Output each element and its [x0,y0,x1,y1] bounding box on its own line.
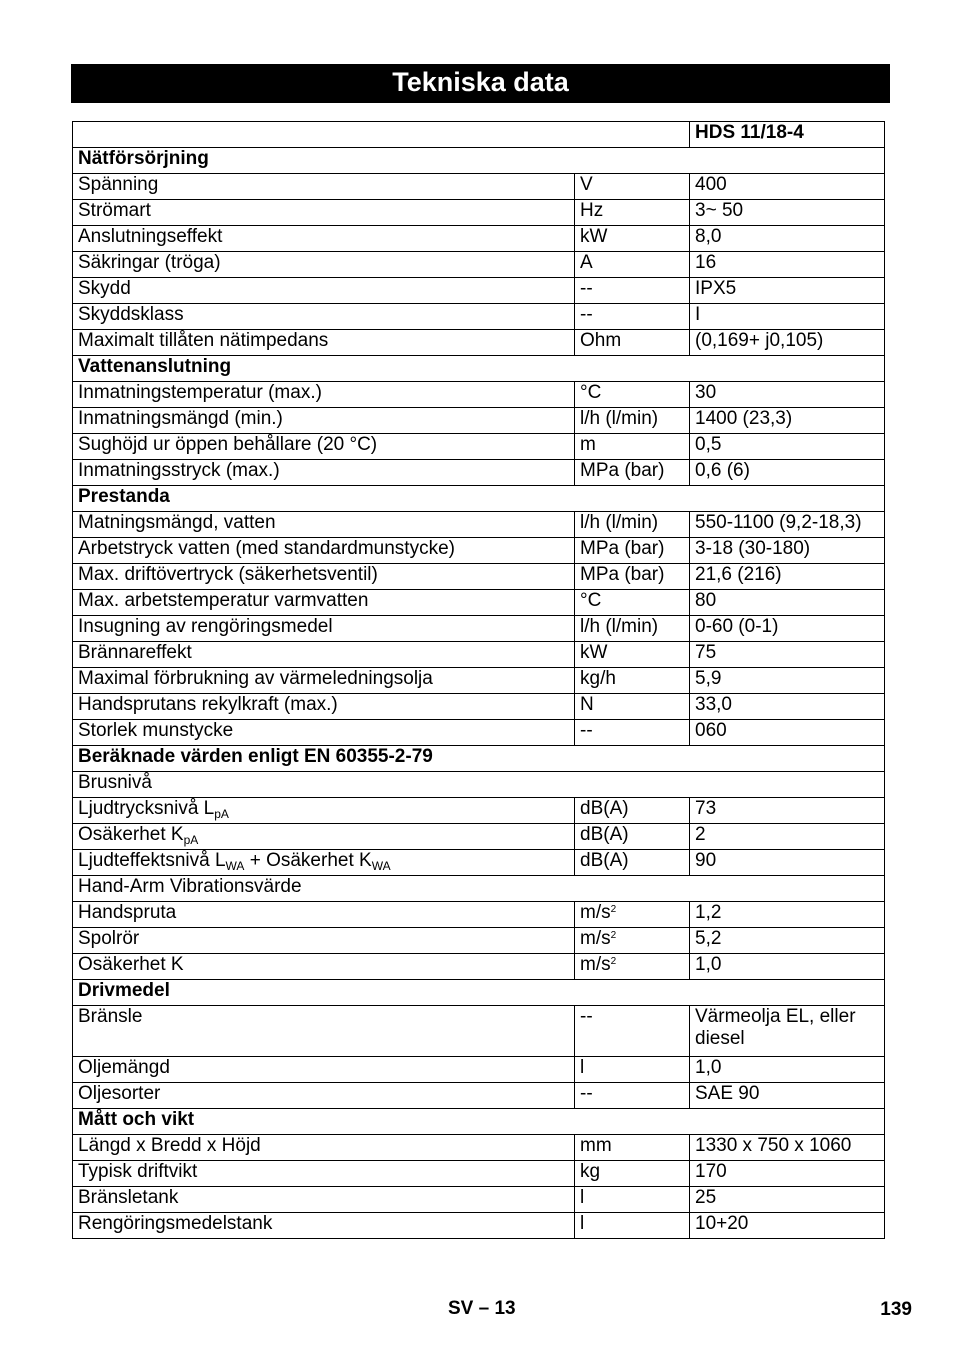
table-row [73,512,885,538]
parameter-label: Längd x Bredd x Höjd [78,1135,261,1156]
unit-label: V [580,174,593,195]
table-row [73,1057,885,1083]
unit-cell [575,1161,690,1187]
table-row [73,408,885,434]
parameter-label: Spolrör [78,928,140,949]
value-cell: 10+20 [690,1213,885,1239]
table-row [73,720,885,746]
unit-cell [575,278,690,304]
unit-label: A [580,252,593,273]
unit-label: l [580,1213,585,1234]
parameter-cell [73,226,575,252]
unit-cell [575,798,690,824]
parameter-subscript: WA [225,859,245,873]
unit-cell [575,590,690,616]
value-cell: 1400 (23,3) [690,408,885,434]
parameter-cell [73,434,575,460]
unit-cell [575,616,690,642]
value-cell: 0-60 (0-1) [690,616,885,642]
value-cell: 550-1100 (9,2-18,3) [690,512,885,538]
section-title: Drivmedel [73,980,885,1006]
unit-label: kW [580,642,608,663]
table-header-row [73,122,885,148]
parameter-cell [73,174,575,200]
page-title-banner [71,64,890,103]
parameter-label: Handsprutans rekylkraft (max.) [78,694,338,715]
unit-label: -- [580,278,593,299]
value-cell: 0,5 [690,434,885,460]
parameter-label: Inmatningsmängd (min.) [78,408,283,429]
parameter-cell [73,694,575,720]
unit-cell [575,252,690,278]
table-row [73,1187,885,1213]
section-header-row [73,746,885,772]
unit-cell [575,1213,690,1239]
section-title: Mått och vikt [73,1109,885,1135]
unit-label: MPa (bar) [580,460,665,481]
parameter-cell [73,538,575,564]
unit-cell [575,1057,690,1083]
unit-cell [575,512,690,538]
parameter-label-cont: + Osäkerhet K [244,850,372,871]
unit-label: l/h (l/min) [580,408,659,429]
parameter-label: Sughöjd ur öppen behållare (20 °C) [78,434,378,455]
parameter-label: Matningsmängd, vatten [78,512,276,533]
table-row [73,1006,885,1057]
parameter-cell [73,928,575,954]
value-cell: SAE 90 [690,1083,885,1109]
table-row [73,642,885,668]
section-title: Nätförsörjning [73,148,885,174]
unit-label: m/s [580,954,611,975]
parameter-cell [73,824,575,850]
unit-cell [575,1006,690,1057]
unit-cell [575,1187,690,1213]
parameter-label: Osäkerhet K [78,824,184,845]
value-cell: 80 [690,590,885,616]
parameter-cell [73,460,575,486]
unit-superscript: 2 [610,930,617,941]
parameter-label: Inmatningsstryck (max.) [78,460,280,481]
section-header-row [73,486,885,512]
value-cell: 30 [690,382,885,408]
parameter-cell [73,616,575,642]
parameter-cell [73,252,575,278]
value-cell: 1,0 [690,1057,885,1083]
value-cell: 400 [690,174,885,200]
table-row [73,174,885,200]
unit-label: -- [580,1006,593,1027]
value-cell: 73 [690,798,885,824]
parameter-cell [73,902,575,928]
table-row [73,1161,885,1187]
value-cell: 33,0 [690,694,885,720]
value-cell: 3-18 (30-180) [690,538,885,564]
unit-cell [575,928,690,954]
unit-label: N [580,694,594,715]
footer-section-label: SV – 13 [448,1298,516,1319]
parameter-label: Rengöringsmedelstank [78,1213,273,1234]
table-row [73,538,885,564]
section-header-row [73,980,885,1006]
table-row [73,954,885,980]
value-cell: 060 [690,720,885,746]
unit-cell [575,668,690,694]
value-cell: (0,169+ j0,105) [690,330,885,356]
unit-label: kg/h [580,668,616,689]
parameter-cell [73,304,575,330]
unit-label: °C [580,382,602,403]
value-cell: 170 [690,1161,885,1187]
parameter-cell [73,200,575,226]
parameter-label: Max. arbetstemperatur varmvatten [78,590,369,611]
table-row [73,200,885,226]
parameter-label: Handspruta [78,902,177,923]
unit-cell [575,226,690,252]
page-number: 139 [880,1299,912,1320]
unit-cell [575,954,690,980]
table-row [73,226,885,252]
parameter-label: Brännareffekt [78,642,192,663]
parameter-label: Ljudteffektsnivå L [78,850,226,871]
unit-label: dB(A) [580,850,629,871]
table-row [73,382,885,408]
parameter-label: Oljesorter [78,1083,161,1104]
unit-cell [575,538,690,564]
parameter-cell [73,954,575,980]
parameter-label: Bränsle [78,1006,143,1027]
parameter-cell [73,798,575,824]
unit-label: -- [580,1083,593,1104]
parameter-label: Skydd [78,278,131,299]
model-header: HDS 11/18-4 [690,122,885,148]
unit-label: l/h (l/min) [580,616,659,637]
value-cell: 75 [690,642,885,668]
subsection-row [73,876,885,902]
parameter-cell [73,850,575,876]
unit-superscript: 2 [610,904,617,915]
value-cell: 21,6 (216) [690,564,885,590]
value-cell: 8,0 [690,226,885,252]
table-row [73,668,885,694]
value-cell: 0,6 (6) [690,460,885,486]
subsection-title: Hand-Arm Vibrationsvärde [73,876,885,902]
page-title: Tekniska data [392,67,569,97]
value-cell: IPX5 [690,278,885,304]
parameter-cell [73,1135,575,1161]
unit-cell [575,720,690,746]
parameter-cell [73,1187,575,1213]
unit-label: mm [580,1135,612,1156]
value-cell: 16 [690,252,885,278]
parameter-label: Max. driftövertryck (säkerhetsventil) [78,564,378,585]
table-row [73,1213,885,1239]
unit-cell [575,564,690,590]
parameter-cell [73,330,575,356]
unit-cell [575,174,690,200]
parameter-cell [73,668,575,694]
unit-cell [575,330,690,356]
table-row [73,616,885,642]
unit-label: l [580,1187,585,1208]
parameter-cell [73,1006,575,1057]
parameter-label: Bränsletank [78,1187,179,1208]
parameter-label: Skyddsklass [78,304,184,325]
value-cell: 2 [690,824,885,850]
unit-cell [575,694,690,720]
parameter-label: Inmatningstemperatur (max.) [78,382,322,403]
unit-label: m [580,434,596,455]
table-row [73,928,885,954]
parameter-subscript: pA [183,833,199,847]
parameter-label: Spänning [78,174,159,195]
parameter-cell [73,1213,575,1239]
subsection-title: Brusnivå [73,772,885,798]
table-row [73,824,885,850]
parameter-label: Säkringar (tröga) [78,252,221,273]
parameter-subscript: pA [214,807,229,821]
unit-superscript: 2 [610,956,617,967]
unit-cell [575,434,690,460]
table-row [73,1083,885,1109]
unit-label: m/s [580,902,611,923]
value-cell: 5,2 [690,928,885,954]
parameter-cell [73,1161,575,1187]
unit-cell [575,460,690,486]
value-cell: 1330 x 750 x 1060 [690,1135,885,1161]
table-row [73,902,885,928]
unit-label: dB(A) [580,798,629,819]
section-header-row [73,356,885,382]
value-cell: 1,2 [690,902,885,928]
header-empty-cell [73,122,690,148]
table-row [73,590,885,616]
parameter-label: Storlek munstycke [78,720,234,741]
section-title: Beräknade värden enligt EN 60355-2-79 [73,746,885,772]
parameter-label: Anslutningseffekt [78,226,223,247]
unit-label: Ohm [580,330,622,351]
parameter-label: Typisk driftvikt [78,1161,198,1182]
parameter-label: Osäkerhet K [78,954,184,975]
unit-cell [575,824,690,850]
parameter-cell [73,1057,575,1083]
parameter-cell [73,564,575,590]
parameter-label: Maximal förbrukning av värmeledningsolja [78,668,433,689]
table-row [73,460,885,486]
table-row [73,1135,885,1161]
unit-label: kW [580,226,608,247]
unit-label: l [580,1057,585,1078]
parameter-label: Ljudtrycksnivå L [78,798,215,819]
value-cell: 90 [690,850,885,876]
table-row [73,564,885,590]
table-row [73,434,885,460]
unit-label: °C [580,590,602,611]
unit-cell [575,850,690,876]
parameter-cell [73,720,575,746]
table-row [73,798,885,824]
unit-label: dB(A) [580,824,629,845]
parameter-cell [73,1083,575,1109]
section-header-row [73,148,885,174]
unit-cell [575,200,690,226]
table-row [73,252,885,278]
section-header-row [73,1109,885,1135]
parameter-cell [73,382,575,408]
section-title: Prestanda [73,486,885,512]
unit-label: Hz [580,200,604,221]
section-title: Vattenanslutning [73,356,885,382]
parameter-label: Strömart [78,200,151,221]
table-row [73,330,885,356]
parameter-cell [73,512,575,538]
technical-data-table [72,121,885,1239]
unit-label: -- [580,720,593,741]
parameter-label: Insugning av rengöringsmedel [78,616,333,637]
value-cell: I [690,304,885,330]
subsection-row [73,772,885,798]
value-cell: 1,0 [690,954,885,980]
table-row [73,694,885,720]
value-cell: Värmeolja EL, eller diesel [690,1006,885,1057]
unit-cell [575,902,690,928]
unit-label: l/h (l/min) [580,512,659,533]
unit-label: MPa (bar) [580,564,665,585]
unit-label: -- [580,304,593,325]
table-row [73,278,885,304]
unit-cell [575,408,690,434]
unit-cell [575,304,690,330]
unit-cell [575,1083,690,1109]
parameter-subscript: WA [371,859,391,873]
parameter-cell [73,278,575,304]
value-cell: 5,9 [690,668,885,694]
unit-cell [575,1135,690,1161]
table-row [73,850,885,876]
parameter-cell [73,642,575,668]
parameter-cell [73,408,575,434]
parameter-cell [73,590,575,616]
value-cell: 25 [690,1187,885,1213]
unit-label: m/s [580,928,611,949]
unit-label: MPa (bar) [580,538,665,559]
parameter-label: Arbetstryck vatten (med standardmunstycke) [78,538,455,559]
unit-cell [575,642,690,668]
unit-cell [575,382,690,408]
unit-label: kg [580,1161,601,1182]
parameter-label: Oljemängd [78,1057,170,1078]
value-cell: 3~ 50 [690,200,885,226]
parameter-label: Maximalt tillåten nätimpedans [78,330,329,351]
table-row [73,304,885,330]
